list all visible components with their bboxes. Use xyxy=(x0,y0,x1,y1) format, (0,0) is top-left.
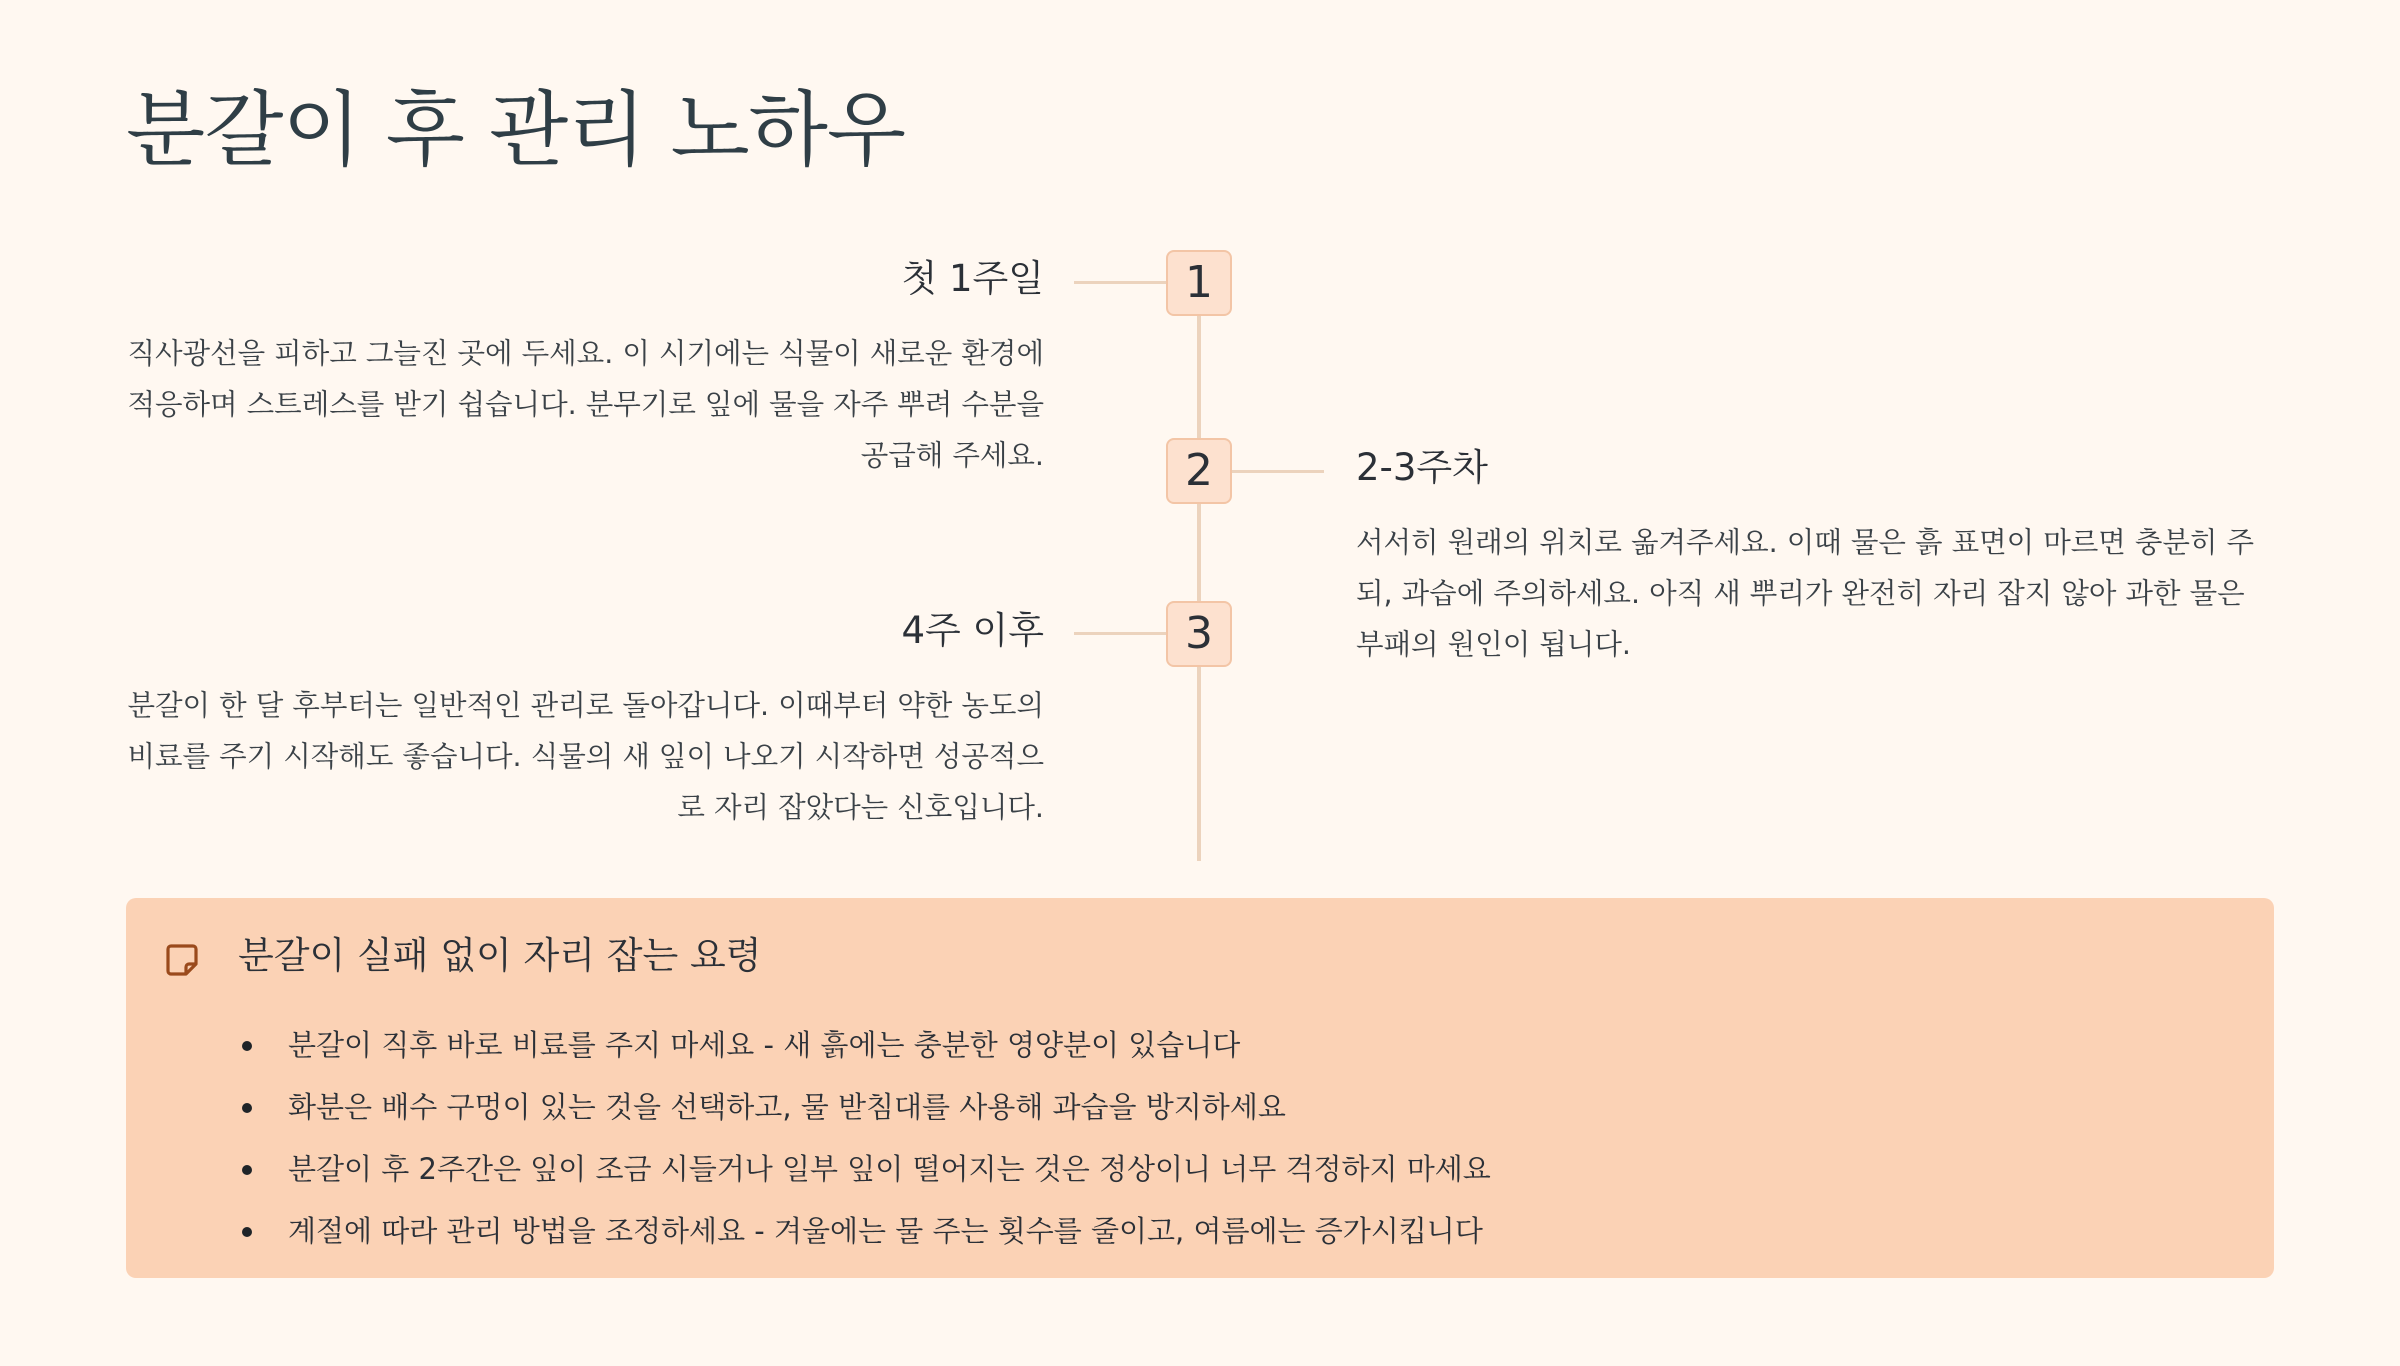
tip-item: 화분은 배수 구멍이 있는 것을 선택하고, 물 받침대를 사용해 과습을 방지하세요 xyxy=(242,1076,1491,1138)
step-3-connector xyxy=(1074,632,1166,635)
step-2-entry xyxy=(1356,441,2276,670)
timeline-line xyxy=(1197,283,1201,861)
step-3-marker: 3 xyxy=(1166,601,1232,667)
step-2-connector xyxy=(1232,470,1324,473)
step-2-title: 2-3주차 xyxy=(1356,446,1488,489)
step-1-entry xyxy=(124,252,1044,481)
step-2-marker: 2 xyxy=(1166,438,1232,504)
step-3-text: 분갈이 한 달 후부터는 일반적인 관리로 돌아갑니다. 이때부터 약한 농도의 비료를 주기 시작해도 좋습니다. 식물의 새 잎이 나오기 시작하면 성공적으로 자리 잡았다는 신호입니다. xyxy=(127,689,1044,824)
tip-item: 계절에 따라 관리 방법을 조정하세요 - 겨울에는 물 주는 횟수를 줄이고, 여름에는 증가시킵니다 xyxy=(242,1200,1491,1262)
tip-item: 분갈이 후 2주간은 잎이 조금 시들거나 일부 잎이 떨어지는 것은 정상이니 너무 걱정하지 마세요 xyxy=(242,1138,1491,1200)
tip-item: 분갈이 직후 바로 비료를 주지 마세요 - 새 흙에는 충분한 영양분이 있습니다 xyxy=(242,1014,1491,1076)
step-3-title: 4주 이후 xyxy=(901,609,1044,652)
tips-list xyxy=(242,1014,1491,1262)
step-1-connector xyxy=(1074,281,1166,284)
tips-box xyxy=(126,898,2274,1278)
step-2-text: 서서히 원래의 위치로 옮겨주세요. 이때 물은 흙 표면이 마르면 충분히 주되, 과습에 주의하세요. 아직 새 뿌리가 완전히 자리 잡지 않아 과한 물은 부패의 원인이 됩니다. xyxy=(1356,526,2255,661)
step-1-title: 첫 1주일 xyxy=(901,257,1044,300)
step-1-text: 직사광선을 피하고 그늘진 곳에 두세요. 이 시기에는 식물이 새로운 환경에 적응하며 스트레스를 받기 쉽습니다. 분무기로 잎에 물을 자주 뿌려 수분을 공급해 주세요. xyxy=(127,337,1044,472)
note-icon xyxy=(164,942,200,978)
step-1-marker: 1 xyxy=(1166,250,1232,316)
page-title: 분갈이 후 관리 노하우 xyxy=(126,83,906,178)
tips-title: 분갈이 실패 없이 자리 잡는 요령 xyxy=(238,934,762,977)
step-3-entry xyxy=(124,604,1044,833)
